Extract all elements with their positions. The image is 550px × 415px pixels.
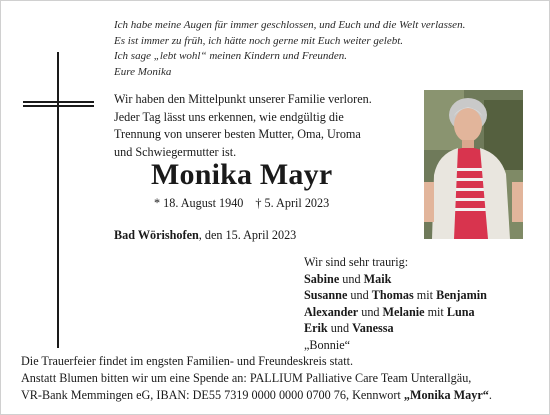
portrait-photo	[424, 90, 523, 239]
notice-date: , den 15. April 2023	[198, 228, 297, 242]
footer-text	[21, 353, 492, 404]
place-date	[114, 228, 296, 243]
place-name: Bad Wörishofen	[114, 228, 199, 242]
poem-line: Ich habe meine Augen für immer geschlossen, und Euch und die Welt verlassen.	[114, 19, 466, 31]
life-dates	[154, 196, 329, 211]
intro-line: Wir haben den Mittelpunkt unserer Familie verloren.	[114, 92, 372, 106]
intro-line: und Schwiegermutter ist.	[114, 144, 237, 159]
mourners-heading: Wir sind sehr traurig:	[304, 255, 409, 269]
mourner-line: Alexander und Melanie mit Luna	[304, 304, 475, 319]
poem-signature: Eure Monika	[114, 65, 172, 78]
funeral-info: Die Trauerfeier findet im engsten Familien- und Freundeskreis statt.	[21, 354, 354, 368]
mourner-pet: „Bonnie“	[304, 337, 351, 352]
mourners-list	[304, 254, 487, 353]
intro-line: Trennung von unserer besten Mutter, Oma, Uroma	[114, 127, 361, 141]
death-date: † 5. April 2023	[255, 196, 330, 210]
poem-line: Es ist immer zu früh, ich hätte noch gerne mit Euch weiter gelebt.	[114, 34, 404, 47]
mourner-line: Sabine und Maik	[304, 271, 392, 286]
birth-date: * 18. August 1940	[154, 196, 244, 210]
intro-text	[114, 91, 414, 161]
mourner-line: Erik und Vanessa	[304, 321, 394, 335]
farewell-poem	[114, 18, 534, 80]
donation-info: Anstatt Blumen bitten wir um eine Spende an: PALLIUM Palliative Care Team Unterallgäu,	[21, 371, 472, 385]
deceased-name: Monika Mayr	[151, 158, 333, 191]
bank-info: VR-Bank Memmingen eG, IBAN: DE55 7319 0000 0000 0700 76, Kennwort „Monika Mayr“.	[21, 388, 492, 402]
poem-line: Ich sage „lebt wohl“ meinen Kindern und Freunden.	[114, 50, 348, 62]
mourner-line: Susanne und Thomas mit Benjamin	[304, 288, 487, 302]
donation-keyword: „Monika Mayr“	[403, 388, 489, 402]
intro-line: Jeder Tag lässt uns erkennen, wie endgültig die	[114, 109, 344, 124]
